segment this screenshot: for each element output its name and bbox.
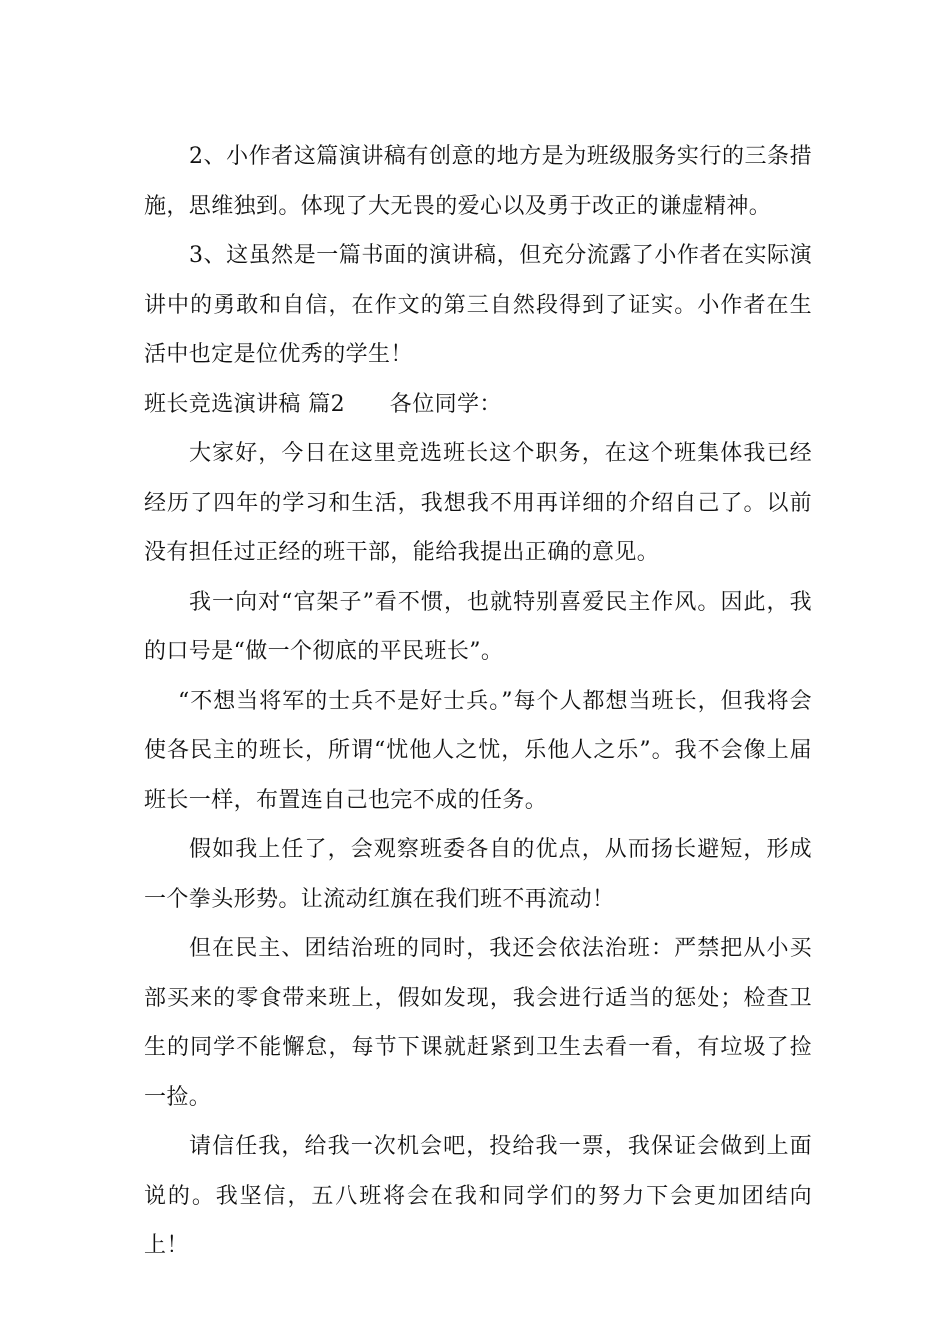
paragraph-plan: 假如我上任了，会观察班委各自的优点，从而扬长避短，形成一个拳头形势。让流动红旗在我们班不再流动！: [144, 837, 812, 912]
paragraph-rules: 但在民主、团结治班的同时，我还会依法治班：严禁把从小买部买来的零食带来班上，假如发现，我会进行适当的惩处；检查卫生的同学不能懈怠，每节下课就赶紧到卫生去看一看，有垃圾了捡一捡。: [144, 936, 812, 1110]
document-body: [144, 132, 812, 1271]
paragraph-slogan: 我一向对“官架子”看不惯，也就特别喜爱民主作风。因此，我的口号是“做一个彻底的平民班长”。: [144, 589, 812, 664]
paragraph-greeting: 大家好，今日在这里竞选班长这个职务，在这个班集体我已经经历了四年的学习和生活，我想我不用再详细的介绍自己了。以前没有担任过正经的班干部，能给我提出正确的意见。: [144, 441, 812, 565]
section-heading: 班长竞选演讲稿 篇2 各位同学：: [144, 391, 502, 417]
paragraph-closing: 请信任我，给我一次机会吧，投给我一票，我保证会做到上面说的。我坚信，五八班将会在我和同学们的努力下会更加团结向上！: [144, 1134, 812, 1258]
paragraph-comment-3: 3、这虽然是一篇书面的演讲稿，但充分流露了小作者在实际演讲中的勇敢和自信，在作文的第三自然段得到了证实。小作者在生活中也定是位优秀的学生！: [144, 243, 812, 367]
paragraph-quote: “不想当将军的士兵不是好士兵。”每个人都想当班长，但我将会使各民主的班长，所谓“忧他人之忧，乐他人之乐”。我不会像上届班长一样，布置连自己也完不成的任务。: [144, 688, 812, 813]
paragraph-comment-2: 2、小作者这篇演讲稿有创意的地方是为班级服务实行的三条措施，思维独到。体现了大无畏的爱心以及勇于改正的谦虚精神。: [144, 144, 812, 219]
